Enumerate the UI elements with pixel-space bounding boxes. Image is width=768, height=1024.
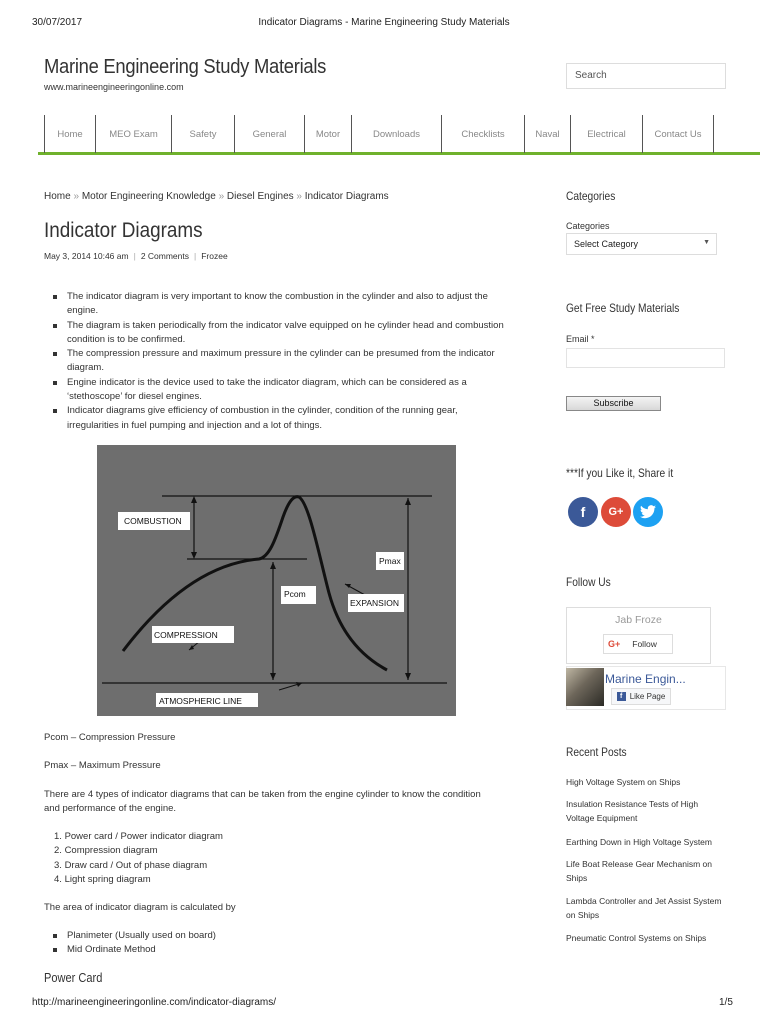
nav-item-motor[interactable]: Motor [304,115,351,153]
power-card-heading: Power Card [44,970,103,985]
diagram-label-pmax: Pmax [379,556,401,566]
gplus-share-button[interactable] [601,497,631,527]
follow-heading: Follow Us [566,575,611,589]
recent-post-link[interactable]: Insulation Resistance Tests of High Voltage Equipment [566,799,699,823]
intro-bullet-list [48,290,508,433]
area-methods-list [48,929,508,958]
list-item: 4. Light spring diagram [54,873,151,885]
diagram-label-atmospheric: ATMOSPHERIC LINE [159,696,242,706]
print-date: 30/07/2017 [32,17,83,28]
gplus-follow-button[interactable] [603,634,673,654]
nav-item-safety[interactable]: Safety [171,115,234,153]
breadcrumb-diesel[interactable]: Diesel Engines [226,191,294,202]
list-item: The compression pressure and maximum pressure in the cylinder can be presumed from the indicator diagram. [48,347,508,376]
follow-label: Follow [632,639,657,649]
nav-item-contact-us[interactable]: Contact Us [642,115,714,153]
diagram-types-list [48,830,223,887]
list-item: 3. Draw card / Out of phase diagram [54,859,208,871]
list-item: Planimeter (Usually used on board) [48,929,508,943]
diagram-label-combustion: COMBUSTION [124,516,182,526]
post-comments-link[interactable]: 2 Comments [140,251,189,261]
list-item: The indicator diagram is very important to know the combustion in the cylinder and also to adjust the engine. [48,290,508,319]
email-label: Email * [566,334,595,344]
breadcrumb-separator: » [218,191,225,202]
gplus-profile-name[interactable]: Jab Froze [615,614,662,626]
category-select-value: Select Category [574,239,639,249]
breadcrumb-separator: » [73,191,80,202]
facebook-icon: f [617,692,626,701]
site-title[interactable]: Marine Engineering Study Materials [44,56,327,78]
facebook-page-thumbnail[interactable] [566,668,604,706]
types-intro: There are 4 types of indicator diagrams that can be taken from the engine cylinder to know the condition and performance of the engine. [44,789,481,815]
twitter-icon [640,505,656,519]
breadcrumb-separator: » [296,191,302,202]
recent-posts-heading: Recent Posts [566,745,627,759]
list-item: Indicator diagrams give efficiency of combustion in the cylinder, condition of the running gear, irregularities in fuel pumping and injection and a lot of things. [48,404,508,433]
post-author[interactable]: Frozee [201,251,228,261]
post-date: May 3, 2014 10:46 am [44,251,129,261]
breadcrumb-home[interactable]: Home [44,191,71,202]
list-item: Mid Ordinate Method [48,943,508,957]
area-intro: The area of indicator diagram is calculated by [44,902,236,913]
recent-post-link[interactable]: Earthing Down in High Voltage System [566,837,712,847]
twitter-share-button[interactable] [633,497,663,527]
list-item: The diagram is taken periodically from the indicator valve equipped on he cylinder head and combustion condition is to be confirmed. [48,319,508,348]
facebook-icon: f [580,504,586,520]
indicator-diagram-image [97,445,456,716]
nav-item-general[interactable]: General [234,115,304,153]
email-field[interactable] [566,348,725,368]
nav-item-meo-exam[interactable]: MEO Exam [95,115,171,153]
print-page-number: 1/5 [719,997,733,1008]
recent-post-link[interactable]: High Voltage System on Ships [566,777,681,787]
list-item: 1. Power card / Power indicator diagram [54,831,223,842]
categories-heading: Categories [566,189,616,203]
pmax-definition: Pmax – Maximum Pressure [44,760,161,771]
recent-post-link[interactable]: Life Boat Release Gear Mechanism on Ships [566,859,712,883]
nav-item-downloads[interactable]: Downloads [351,115,441,153]
facebook-page-name[interactable]: Marine Engin... [605,672,686,686]
facebook-like-page-button[interactable] [611,688,671,705]
chevron-down-icon: ▼ [703,239,710,246]
categories-label: Categories [566,221,610,231]
category-select[interactable] [566,233,717,255]
site-url: www.marineengineeringonline.com [44,82,184,92]
recent-post-link[interactable]: Pneumatic Control Systems on Ships [566,933,707,943]
gplus-icon: G+ [608,506,624,518]
nav-item-home[interactable]: Home [44,115,95,153]
list-item: Engine indicator is the device used to take the indicator diagram, which can be considered as a ‘stethoscope’ for diesel engines. [48,376,508,405]
subscribe-button[interactable]: Subscribe [566,396,661,411]
nav-item-checklists[interactable]: Checklists [441,115,524,153]
share-heading: ***If you Like it, Share it [566,466,674,480]
recent-post-link[interactable]: Lambda Controller and Jet Assist System on Ships [566,896,722,920]
like-page-label: Like Page [629,692,666,701]
diagram-label-expansion: EXPANSION [350,598,399,608]
breadcrumb-current: Indicator Diagrams [304,191,389,202]
pcom-definition: Pcom – Compression Pressure [44,732,176,743]
search-input[interactable]: Search [566,63,726,89]
diagram-label-compression: COMPRESSION [154,630,218,640]
gplus-icon: G+ [608,639,621,649]
breadcrumb [44,191,389,202]
nav-item-electrical[interactable]: Electrical [570,115,642,153]
post-meta: May 3, 2014 10:46 am | 2 Comments | Frozee [44,251,228,261]
list-item: 2. Compression diagram [54,845,158,857]
diagram-label-pcom: Pcom [284,589,306,599]
page-title: Indicator Diagrams [44,219,203,242]
nav-item-naval[interactable]: Naval [524,115,570,153]
study-materials-heading: Get Free Study Materials [566,301,680,315]
print-url: http://marineengineeringonline.com/indicator-diagrams/ [32,997,277,1008]
breadcrumb-motor[interactable]: Motor Engineering Knowledge [81,191,216,202]
print-doc-title: Indicator Diagrams - Marine Engineering Study Materials [258,17,510,28]
main-nav [38,115,760,155]
facebook-share-button[interactable] [568,497,598,527]
